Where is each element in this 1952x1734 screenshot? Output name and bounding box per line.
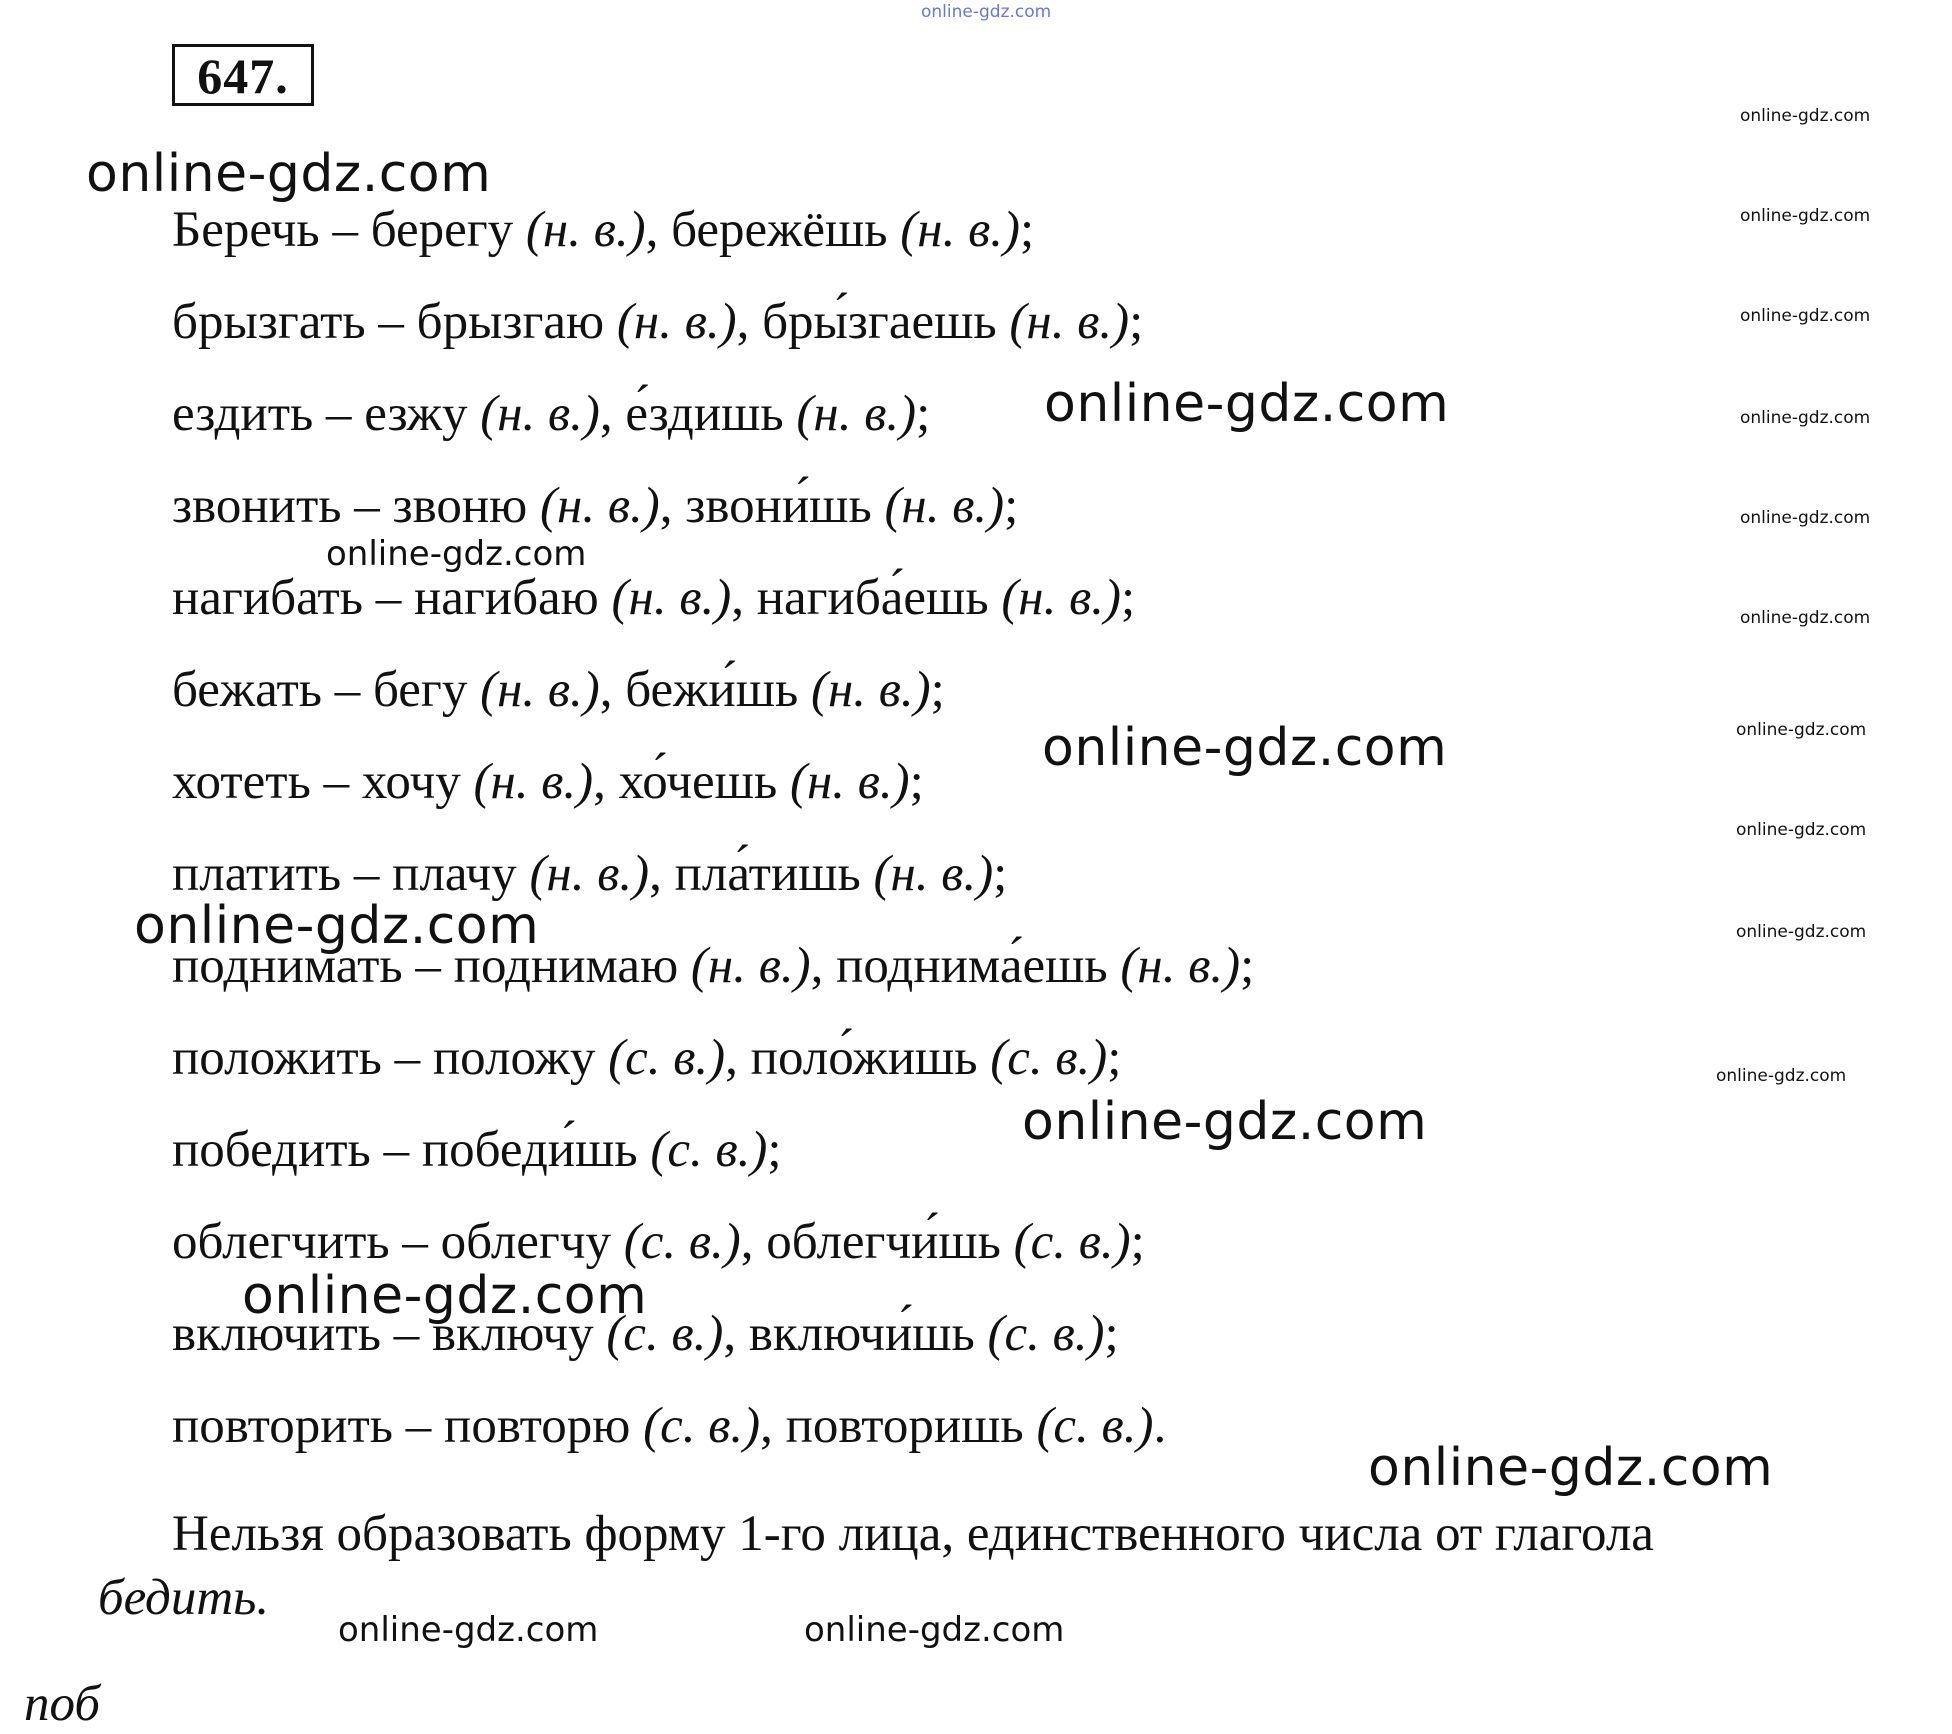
watermark: online-gdz.com <box>86 144 492 204</box>
watermark: online-gdz.com <box>1736 720 1867 740</box>
verb-line: облегчить – облегчу (с. в.), облегчи́шь (с. в.); <box>172 1214 1145 1270</box>
watermark: online-gdz.com <box>1022 1092 1428 1152</box>
watermark: online-gdz.com <box>1368 1438 1774 1498</box>
watermark: online-gdz.com <box>1736 922 1867 942</box>
margin-fragment: поб <box>24 1676 100 1732</box>
watermark: online-gdz.com <box>1044 374 1450 434</box>
watermark: online-gdz.com <box>804 1610 1065 1650</box>
watermark: online-gdz.com <box>1740 106 1871 126</box>
verb-line: победить – победи́шь (с. в.); <box>172 1122 782 1178</box>
verb-line: Беречь – берегу (н. в.), бережёшь (н. в.); <box>172 202 1035 258</box>
watermark: online-gdz.com <box>338 1610 599 1650</box>
verb-line: поднимать – поднимаю (н. в.), поднима́ешь (н. в.); <box>172 938 1255 994</box>
verb-line: платить – плачу (н. в.), пла́тишь (н. в.); <box>172 846 1008 902</box>
watermark: online-gdz.com <box>1740 306 1871 326</box>
verb-line: брызгать – брызгаю (н. в.), бры́згаешь (н. в.); <box>172 294 1144 350</box>
note-text: Нельзя образовать форму 1-го лица, единственного числа от глагола <box>172 1506 1654 1562</box>
watermark: online-gdz.com <box>1740 408 1871 428</box>
verb-line: ездить – езжу (н. в.), е́здишь (н. в.); <box>172 386 931 442</box>
watermark-top: online-gdz.com <box>921 2 1052 22</box>
watermark: online-gdz.com <box>1736 820 1867 840</box>
watermark: online-gdz.com <box>1042 718 1448 778</box>
verb-line: повторить – повторю (с. в.), повторишь (с. в.). <box>172 1398 1167 1454</box>
verb-line: звонить – звоню (н. в.), звони́шь (н. в.); <box>172 478 1019 534</box>
watermark: online-gdz.com <box>1740 608 1871 628</box>
verb-line: положить – положу (с. в.), поло́жишь (с. в.); <box>172 1030 1122 1086</box>
watermark: online-gdz.com <box>326 534 587 574</box>
verb-line: включить – включу (с. в.), включи́шь (с. в.); <box>172 1306 1119 1362</box>
note-continuation: бедить. <box>98 1570 270 1626</box>
verb-line: нагибать – нагибаю (н. в.), нагиба́ешь (н. в.); <box>172 570 1136 626</box>
verb-line: бежать – бегу (н. в.), бежи́шь (н. в.); <box>172 662 945 718</box>
watermark: online-gdz.com <box>1716 1066 1847 1086</box>
verb-line: хотеть – хочу (н. в.), хо́чешь (н. в.); <box>172 754 924 810</box>
watermark: online-gdz.com <box>1740 206 1871 226</box>
exercise-number: 647. <box>172 44 314 106</box>
watermark: online-gdz.com <box>134 896 540 956</box>
watermark: online-gdz.com <box>242 1266 648 1326</box>
watermark: online-gdz.com <box>1740 508 1871 528</box>
